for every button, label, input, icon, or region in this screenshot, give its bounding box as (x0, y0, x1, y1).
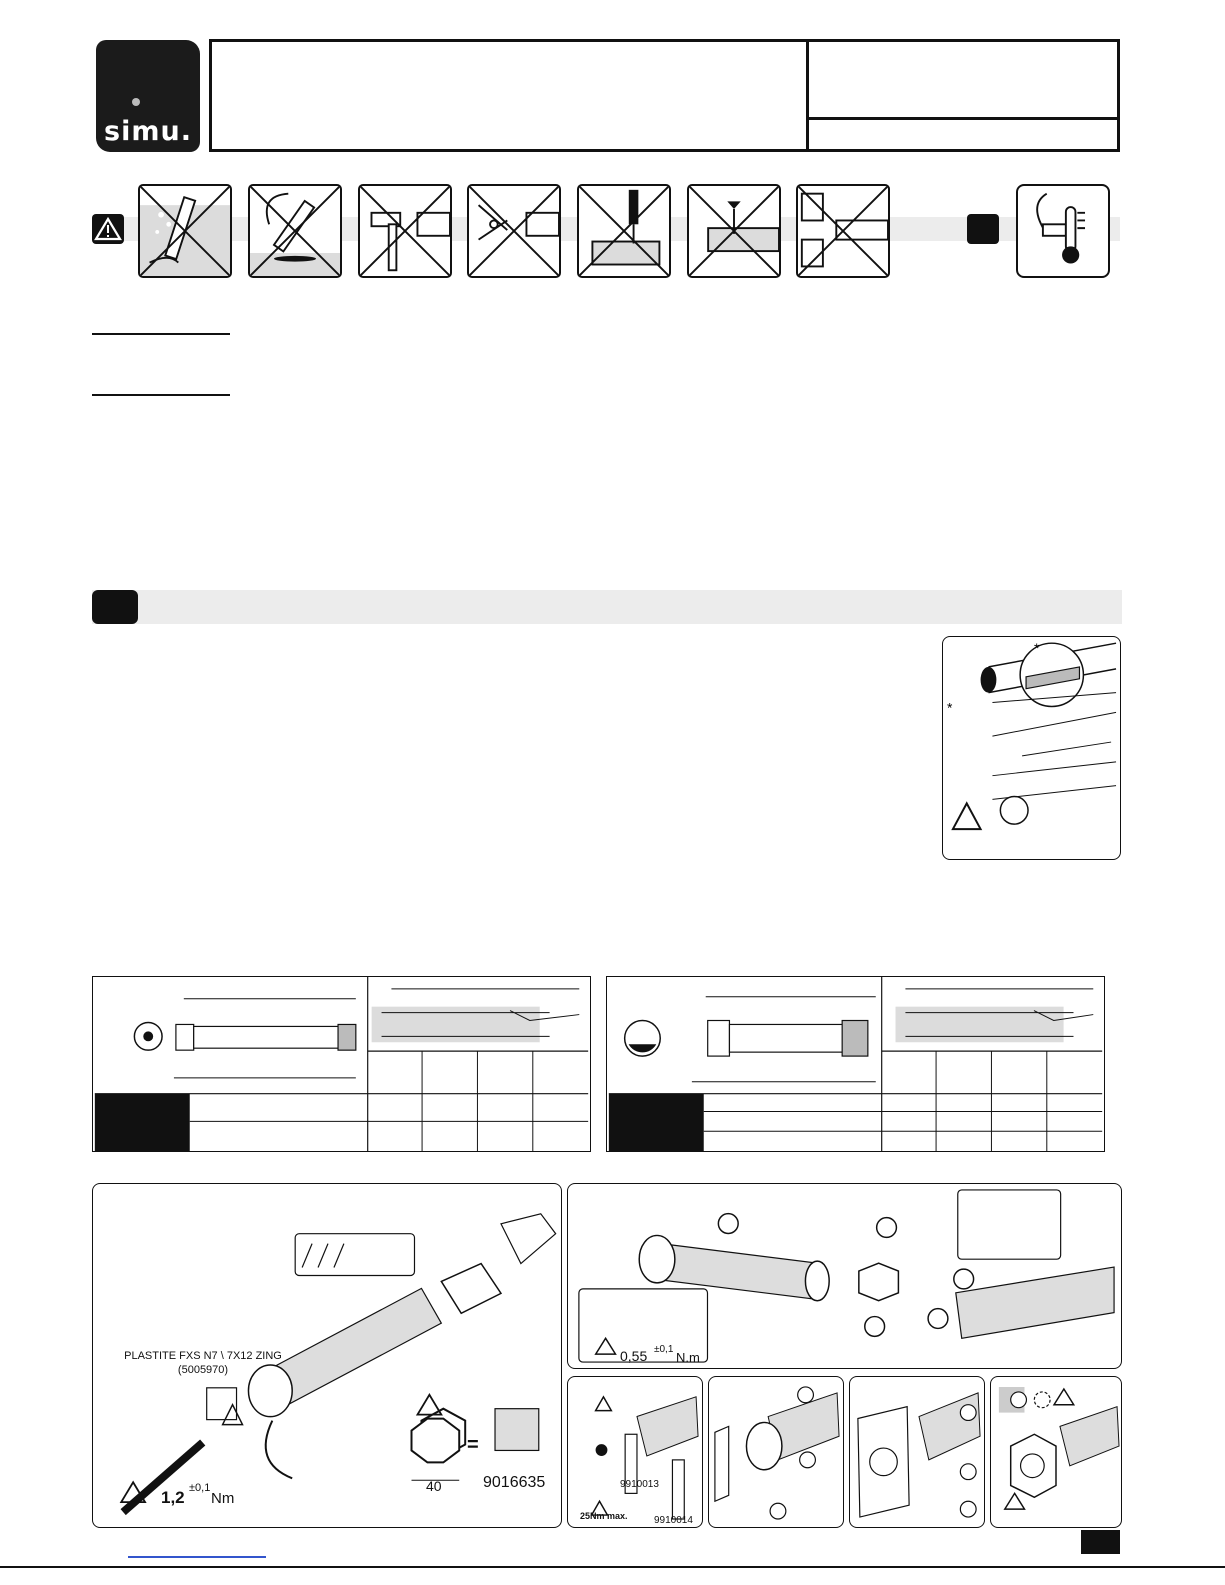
no-hammer-pictogram (358, 184, 452, 278)
bracket-figure-2 (708, 1376, 844, 1528)
no-immersion-pictogram (138, 184, 232, 278)
notice-badge (967, 214, 999, 244)
torque-unit-1: Nm (211, 1490, 235, 1507)
dimension-40: 40 (426, 1478, 442, 1494)
torque-tolerance-2: ±0,1 (654, 1344, 674, 1355)
title-frame (209, 39, 1120, 152)
heading-underline-2 (92, 394, 230, 396)
ref-9910013: 9910013 (620, 1479, 659, 1490)
dimension-table-left (92, 976, 591, 1152)
torque-value-2: 0,55 (620, 1348, 648, 1364)
section-band (92, 590, 1122, 624)
page-number-box (1081, 1530, 1120, 1554)
logo-dot (132, 98, 140, 106)
plastite-ref: (5005970) (177, 1364, 229, 1376)
roller-tube-figure (942, 636, 1121, 860)
no-shock-pictogram (796, 184, 890, 278)
bracket-figure-4 (990, 1376, 1122, 1528)
heading-underline-1 (92, 333, 230, 335)
no-drop-pictogram (248, 184, 342, 278)
plastite-label: PLASTITE FXS N7 \ 7X12 ZING (124, 1350, 282, 1362)
title-divider-vertical (806, 42, 809, 150)
warning-triangle-icon (92, 214, 124, 244)
no-screw-pictogram (687, 184, 781, 278)
torque-value-1: 1,2 (161, 1488, 185, 1507)
footer-link-underline[interactable] (128, 1556, 266, 1558)
max-torque-label: 25Nm max. (580, 1511, 628, 1521)
ref-9910014: 9910014 (654, 1515, 693, 1526)
no-cut-cable-pictogram (467, 184, 561, 278)
section-number-badge (92, 590, 138, 624)
no-drill-pictogram (577, 184, 671, 278)
dimension-table-right (606, 976, 1105, 1152)
torque-tolerance-1: ±0,1 (189, 1482, 211, 1494)
brand-name: simu. (104, 116, 192, 147)
title-divider-horizontal (809, 117, 1120, 120)
assembly-figure-left (92, 1183, 562, 1528)
bracket-figure-1 (567, 1376, 703, 1528)
equals-sign: = (467, 1434, 479, 1456)
simu-logo (96, 40, 200, 152)
temperature-pictogram (1016, 184, 1110, 278)
bracket-figure-3 (849, 1376, 985, 1528)
footer-rule (0, 1566, 1225, 1568)
torque-unit-2: N.m (676, 1350, 700, 1365)
adapter-reference: 9016635 (483, 1474, 546, 1491)
asterisk-1: * (1033, 640, 1040, 657)
asterisk-2: * (946, 699, 953, 716)
warning-badge (92, 214, 124, 244)
assembly-figure-right (567, 1183, 1122, 1369)
